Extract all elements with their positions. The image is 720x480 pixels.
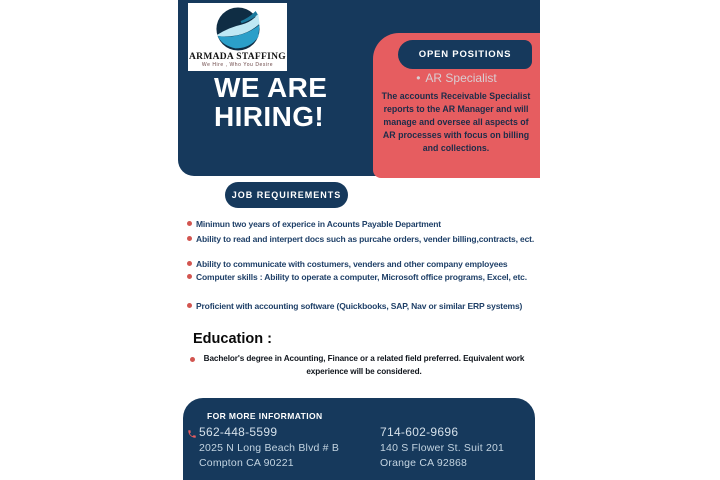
requirement-item <box>187 233 534 247</box>
phone-number: 714-602-9696 <box>380 425 459 439</box>
address-line: 2025 N Long Beach Blvd # B <box>199 442 340 454</box>
requirement-item <box>187 271 527 285</box>
bullet-dot <box>187 274 192 279</box>
requirement-item <box>187 218 441 232</box>
location-orange <box>380 425 504 471</box>
bullet-dot <box>190 357 195 362</box>
position-list-item <box>373 71 540 85</box>
hero-title <box>214 73 327 131</box>
location-compton <box>199 425 339 471</box>
requirement-text: Proficient with accounting software (Quickbooks, SAP, Nav or similar ERP systems) <box>196 301 523 311</box>
phone-number: 562-448-5599 <box>199 425 278 439</box>
hero-title-line2: HIRING! <box>214 101 325 132</box>
address-line: Compton CA 90221 <box>199 457 294 469</box>
education-text: Bachelor's degree in Acounting, Finance or a related field preferred. Equivalent work experience will be considered. <box>203 354 525 376</box>
education-item <box>189 353 539 378</box>
address-line: 140 S Flower St. Suit 201 <box>380 442 505 454</box>
requirement-text: Ability to read and interpert docs such as purcahe orders, vender billing,contracts, ect. <box>196 234 535 244</box>
brand-logo-card <box>188 3 287 71</box>
position-name: AR Specialist <box>425 71 497 85</box>
requirement-text: Minimun two years of experice in Acounts Payable Department <box>196 219 441 229</box>
hiring-flyer <box>178 0 540 480</box>
job-requirements-badge: JOB REQUIREMENTS <box>225 182 348 208</box>
open-positions-badge: OPEN POSITIONS <box>398 40 532 69</box>
position-description: The accounts Receivable Specialist reports to the AR Manager and will manage and oversee all aspects of AR processes with focus on billing and collections. <box>381 91 531 153</box>
bullet-dot <box>187 236 192 241</box>
footer-heading: FOR MORE INFORMATION <box>207 411 323 421</box>
requirement-item <box>187 300 522 314</box>
brand-tagline: We Hire , Who You Desire <box>201 62 274 68</box>
bullet-dot <box>187 221 192 226</box>
bullet-dot <box>187 303 192 308</box>
hero-title-line1: WE ARE <box>214 72 328 103</box>
list-bullet: • <box>416 71 421 85</box>
phone-icon <box>187 429 197 439</box>
brand-name: ARMADA STAFFING <box>189 52 286 62</box>
bullet-dot <box>187 261 192 266</box>
education-heading: Education : <box>193 331 272 347</box>
requirement-item <box>187 258 508 272</box>
address-line: Orange CA 92868 <box>380 457 468 469</box>
wave-globe-logo-icon <box>216 7 260 51</box>
requirement-text: Ability to communicate with costumers, venders and other company employees <box>196 259 508 269</box>
footer-panel <box>183 398 535 480</box>
requirement-text: Computer skills : Ability to operate a computer, Microsoft office programs, Excel, etc. <box>196 272 527 282</box>
